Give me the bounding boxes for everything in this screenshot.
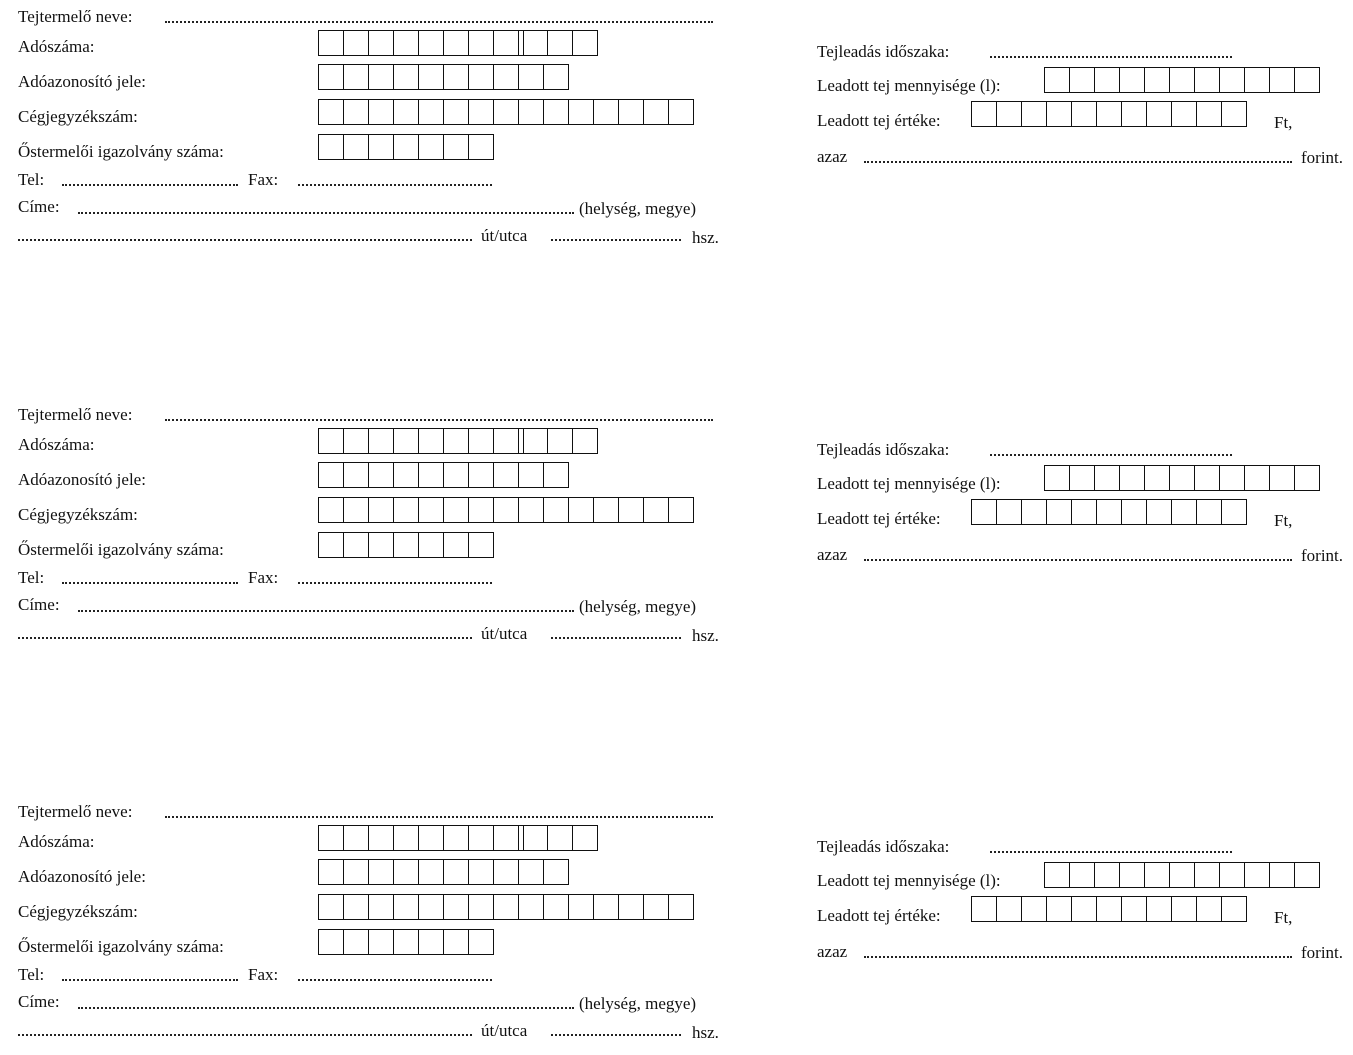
tax-number-label: Adószáma: [18,832,95,851]
producer-name-field[interactable] [165,419,713,421]
in-words-field[interactable] [864,956,1292,958]
milk-value-label: Leadott tej értéke: [817,111,941,130]
currency-short: Ft, [1274,908,1293,927]
tel-field[interactable] [62,184,238,186]
street-label: út/utca [481,624,528,643]
tel-field[interactable] [62,979,238,981]
currency-long: forint. [1301,943,1344,962]
char-box[interactable] [344,826,369,850]
tax-id-label: Adóazonosító jele: [18,72,146,91]
milk-value-label: Leadott tej értéke: [817,906,941,925]
char-box[interactable] [319,65,344,89]
char-box[interactable] [669,100,694,124]
char-box[interactable] [369,860,394,884]
char-box[interactable] [444,533,469,557]
tel-field[interactable] [62,582,238,584]
producer-name-field[interactable] [165,21,713,23]
char-box[interactable] [344,533,369,557]
char-box[interactable] [444,895,469,919]
char-box[interactable] [644,895,669,919]
fax-label: Fax: [248,568,279,587]
char-box[interactable] [419,533,444,557]
char-box[interactable] [972,897,997,921]
char-box[interactable] [369,826,394,850]
char-box[interactable] [1095,466,1120,490]
char-box[interactable] [369,930,394,954]
char-box[interactable] [1147,102,1172,126]
in-words-label: azaz [817,545,848,564]
char-box[interactable] [444,429,469,453]
in-words-field[interactable] [864,559,1292,561]
char-box[interactable] [548,429,573,453]
char-box[interactable] [444,65,469,89]
company-reg-label: Cégjegyzékszám: [18,505,138,524]
char-box[interactable] [1047,500,1072,524]
char-box[interactable] [419,860,444,884]
char-box[interactable] [644,100,669,124]
tel-label: Tel: [18,170,45,189]
char-box[interactable] [619,895,644,919]
char-box[interactable] [1095,863,1120,887]
char-box[interactable] [1045,863,1070,887]
char-box[interactable] [544,498,569,522]
tax-number-label: Adószáma: [18,37,95,56]
char-box[interactable] [394,429,419,453]
char-box[interactable] [394,930,419,954]
char-box[interactable] [469,31,494,55]
char-box[interactable] [569,100,594,124]
char-box[interactable] [394,826,419,850]
fax-field[interactable] [298,582,492,584]
milk-value-boxes[interactable] [971,896,1247,922]
char-box[interactable] [519,463,544,487]
char-box[interactable] [1245,466,1270,490]
street-field[interactable] [18,637,472,639]
char-box[interactable] [419,930,444,954]
char-box[interactable] [1170,68,1195,92]
char-box[interactable] [1222,897,1247,921]
char-box[interactable] [544,65,569,89]
fax-field[interactable] [298,184,492,186]
char-box[interactable] [469,826,494,850]
char-box[interactable] [494,429,519,453]
char-box[interactable] [394,860,419,884]
char-box[interactable] [1070,863,1095,887]
tax-number-label: Adószáma: [18,435,95,454]
primary-producer-label: Őstermelői igazolvány száma: [18,540,224,559]
company-reg-boxes[interactable] [318,497,694,523]
char-box[interactable] [644,498,669,522]
char-box[interactable] [369,65,394,89]
producer-name-field[interactable] [165,816,713,818]
delivery-period-field[interactable] [990,851,1232,853]
char-box[interactable] [494,895,519,919]
char-box[interactable] [494,31,519,55]
char-box[interactable] [469,498,494,522]
char-box[interactable] [494,100,519,124]
delivery-period-field[interactable] [990,56,1232,58]
char-box[interactable] [469,463,494,487]
milk-quantity-boxes[interactable] [1044,465,1320,491]
milk-quantity-label: Leadott tej mennyisége (l): [817,76,1001,95]
char-box[interactable] [594,100,619,124]
char-box[interactable] [444,826,469,850]
tel-label: Tel: [18,568,45,587]
char-box[interactable] [1245,863,1270,887]
char-box[interactable] [1172,897,1197,921]
form-block-3 [0,795,1353,1055]
char-box[interactable] [594,895,619,919]
char-box[interactable] [519,498,544,522]
char-box[interactable] [1022,897,1047,921]
char-box[interactable] [394,498,419,522]
char-box[interactable] [344,31,369,55]
address-field[interactable] [78,610,574,612]
char-box[interactable] [1197,897,1222,921]
char-box[interactable] [1220,466,1245,490]
char-box[interactable] [669,895,694,919]
char-box[interactable] [469,533,494,557]
currency-short: Ft, [1274,511,1293,530]
char-box[interactable] [394,31,419,55]
char-box[interactable] [548,31,573,55]
producer-name-label: Tejtermelő neve: [18,405,133,424]
char-box[interactable] [369,100,394,124]
char-box[interactable] [1145,466,1170,490]
char-box[interactable] [1072,500,1097,524]
char-box[interactable] [369,498,394,522]
char-box[interactable] [573,429,598,453]
milk-value-boxes[interactable] [971,101,1247,127]
char-box[interactable] [444,135,469,159]
char-box[interactable] [1022,500,1047,524]
char-box[interactable] [1295,466,1320,490]
street-label: út/utca [481,226,528,245]
char-box[interactable] [444,31,469,55]
delivery-period-label: Tejleadás időszaka: [817,837,950,856]
char-box[interactable] [319,100,344,124]
char-box[interactable] [419,135,444,159]
char-box[interactable] [319,498,344,522]
tax-id-boxes[interactable] [318,859,569,885]
char-box[interactable] [519,65,544,89]
primary-producer-label: Őstermelői igazolvány száma: [18,142,224,161]
char-box[interactable] [1197,500,1222,524]
char-box[interactable] [1270,863,1295,887]
char-box[interactable] [394,65,419,89]
char-box[interactable] [619,498,644,522]
address-label: Címe: [18,595,60,614]
delivery-period-field[interactable] [990,454,1232,456]
char-box[interactable] [523,826,548,850]
char-box[interactable] [1097,897,1122,921]
fax-label: Fax: [248,965,279,984]
char-box[interactable] [519,860,544,884]
in-words-label: azaz [817,942,848,961]
char-box[interactable] [344,100,369,124]
char-box[interactable] [1145,863,1170,887]
char-box[interactable] [494,463,519,487]
char-box[interactable] [394,463,419,487]
char-box[interactable] [419,826,444,850]
char-box[interactable] [1245,68,1270,92]
char-box[interactable] [344,135,369,159]
char-box[interactable] [1147,500,1172,524]
company-reg-label: Cégjegyzékszám: [18,902,138,921]
address-label: Címe: [18,992,60,1011]
char-box[interactable] [544,100,569,124]
tax-id-boxes[interactable] [318,64,569,90]
char-box[interactable] [419,65,444,89]
char-box[interactable] [1270,68,1295,92]
street-label: út/utca [481,1021,528,1040]
char-box[interactable] [344,463,369,487]
tax-id-label: Adóazonosító jele: [18,867,146,886]
char-box[interactable] [369,429,394,453]
char-box[interactable] [1147,897,1172,921]
in-words-label: azaz [817,147,848,166]
char-box[interactable] [344,930,369,954]
char-box[interactable] [1195,466,1220,490]
char-box[interactable] [469,100,494,124]
char-box[interactable] [319,135,344,159]
char-box[interactable] [319,930,344,954]
char-box[interactable] [444,930,469,954]
char-box[interactable] [1120,68,1145,92]
primary-producer-boxes[interactable] [318,929,494,955]
char-box[interactable] [394,100,419,124]
milk-value-boxes[interactable] [971,499,1247,525]
char-box[interactable] [594,498,619,522]
char-box[interactable] [469,135,494,159]
char-box[interactable] [544,860,569,884]
char-box[interactable] [1295,863,1320,887]
char-box[interactable] [419,429,444,453]
company-reg-boxes[interactable] [318,99,694,125]
char-box[interactable] [419,31,444,55]
in-words-field[interactable] [864,161,1292,163]
char-box[interactable] [548,826,573,850]
char-box[interactable] [997,102,1022,126]
char-box[interactable] [369,31,394,55]
char-box[interactable] [1072,897,1097,921]
char-box[interactable] [544,895,569,919]
char-box[interactable] [369,135,394,159]
fax-label: Fax: [248,170,279,189]
street-field[interactable] [18,1034,472,1036]
char-box[interactable] [1045,466,1070,490]
company-reg-boxes[interactable] [318,894,694,920]
char-box[interactable] [494,498,519,522]
street-field[interactable] [18,239,472,241]
char-box[interactable] [394,895,419,919]
char-box[interactable] [1222,102,1247,126]
char-box[interactable] [344,498,369,522]
char-box[interactable] [494,826,519,850]
char-box[interactable] [344,860,369,884]
producer-name-label: Tejtermelő neve: [18,7,133,26]
char-box[interactable] [1047,897,1072,921]
house-number-field[interactable] [551,637,681,639]
primary-producer-boxes[interactable] [318,134,494,160]
milk-value-label: Leadott tej értéke: [817,509,941,528]
address-suffix: (helység, megye) [579,597,697,616]
char-box[interactable] [619,100,644,124]
char-box[interactable] [419,463,444,487]
char-box[interactable] [319,826,344,850]
char-box[interactable] [972,102,997,126]
tax-id-boxes[interactable] [318,462,569,488]
char-box[interactable] [319,429,344,453]
char-box[interactable] [569,498,594,522]
char-box[interactable] [1122,500,1147,524]
currency-long: forint. [1301,546,1344,565]
tel-label: Tel: [18,965,45,984]
delivery-period-label: Tejleadás időszaka: [817,42,950,61]
milk-quantity-boxes[interactable] [1044,67,1320,93]
char-box[interactable] [469,930,494,954]
char-box[interactable] [519,100,544,124]
company-reg-label: Cégjegyzékszám: [18,107,138,126]
tax-number-boxes[interactable] [318,825,598,851]
char-box[interactable] [1220,863,1245,887]
char-box[interactable] [344,429,369,453]
char-box[interactable] [972,500,997,524]
char-box[interactable] [1195,68,1220,92]
char-box[interactable] [419,895,444,919]
char-box[interactable] [1122,102,1147,126]
char-box[interactable] [573,826,598,850]
char-box[interactable] [1145,68,1170,92]
address-suffix: (helység, megye) [579,199,697,218]
producer-name-label: Tejtermelő neve: [18,802,133,821]
char-box[interactable] [319,895,344,919]
char-box[interactable] [569,895,594,919]
char-box[interactable] [1197,102,1222,126]
char-box[interactable] [1047,102,1072,126]
house-number-label: hsz. [692,626,719,645]
char-box[interactable] [669,498,694,522]
char-box[interactable] [469,860,494,884]
currency-long: forint. [1301,148,1344,167]
address-suffix: (helység, megye) [579,994,697,1013]
house-number-label: hsz. [692,228,719,247]
char-box[interactable] [1097,500,1122,524]
char-box[interactable] [997,897,1022,921]
char-box[interactable] [1070,68,1095,92]
char-box[interactable] [1172,102,1197,126]
char-box[interactable] [523,31,548,55]
char-box[interactable] [523,429,548,453]
char-box[interactable] [1195,863,1220,887]
char-box[interactable] [1172,500,1197,524]
house-number-label: hsz. [692,1023,719,1042]
char-box[interactable] [469,429,494,453]
char-box[interactable] [1097,102,1122,126]
char-box[interactable] [573,31,598,55]
address-label: Címe: [18,197,60,216]
milk-quantity-label: Leadott tej mennyisége (l): [817,474,1001,493]
char-box[interactable] [1170,863,1195,887]
house-number-field[interactable] [551,1034,681,1036]
char-box[interactable] [319,860,344,884]
char-box[interactable] [444,860,469,884]
char-box[interactable] [1070,466,1095,490]
char-box[interactable] [1295,68,1320,92]
primary-producer-label: Őstermelői igazolvány száma: [18,937,224,956]
char-box[interactable] [1220,68,1245,92]
char-box[interactable] [1120,863,1145,887]
char-box[interactable] [444,498,469,522]
char-box[interactable] [494,860,519,884]
char-box[interactable] [1120,466,1145,490]
char-box[interactable] [444,100,469,124]
char-box[interactable] [369,533,394,557]
primary-producer-boxes[interactable] [318,532,494,558]
house-number-field[interactable] [551,239,681,241]
char-box[interactable] [394,533,419,557]
char-box[interactable] [344,895,369,919]
currency-short: Ft, [1274,113,1293,132]
tax-number-boxes[interactable] [318,30,598,56]
milk-quantity-label: Leadott tej mennyisége (l): [817,871,1001,890]
address-field[interactable] [78,1007,574,1009]
char-box[interactable] [369,895,394,919]
char-box[interactable] [319,31,344,55]
char-box[interactable] [444,463,469,487]
char-box[interactable] [469,895,494,919]
char-box[interactable] [319,463,344,487]
char-box[interactable] [1072,102,1097,126]
char-box[interactable] [369,463,394,487]
char-box[interactable] [544,463,569,487]
char-box[interactable] [519,895,544,919]
char-box[interactable] [1045,68,1070,92]
char-box[interactable] [1170,466,1195,490]
char-box[interactable] [997,500,1022,524]
form-block-1 [0,0,1353,260]
char-box[interactable] [1222,500,1247,524]
milk-quantity-boxes[interactable] [1044,862,1320,888]
form-block-2 [0,398,1353,658]
char-box[interactable] [394,135,419,159]
char-box[interactable] [494,65,519,89]
delivery-period-label: Tejleadás időszaka: [817,440,950,459]
char-box[interactable] [469,65,494,89]
char-box[interactable] [1095,68,1120,92]
char-box[interactable] [319,533,344,557]
char-box[interactable] [344,65,369,89]
char-box[interactable] [419,100,444,124]
fax-field[interactable] [298,979,492,981]
char-box[interactable] [419,498,444,522]
tax-number-boxes[interactable] [318,428,598,454]
tax-id-label: Adóazonosító jele: [18,470,146,489]
address-field[interactable] [78,212,574,214]
char-box[interactable] [1022,102,1047,126]
char-box[interactable] [1122,897,1147,921]
char-box[interactable] [1270,466,1295,490]
